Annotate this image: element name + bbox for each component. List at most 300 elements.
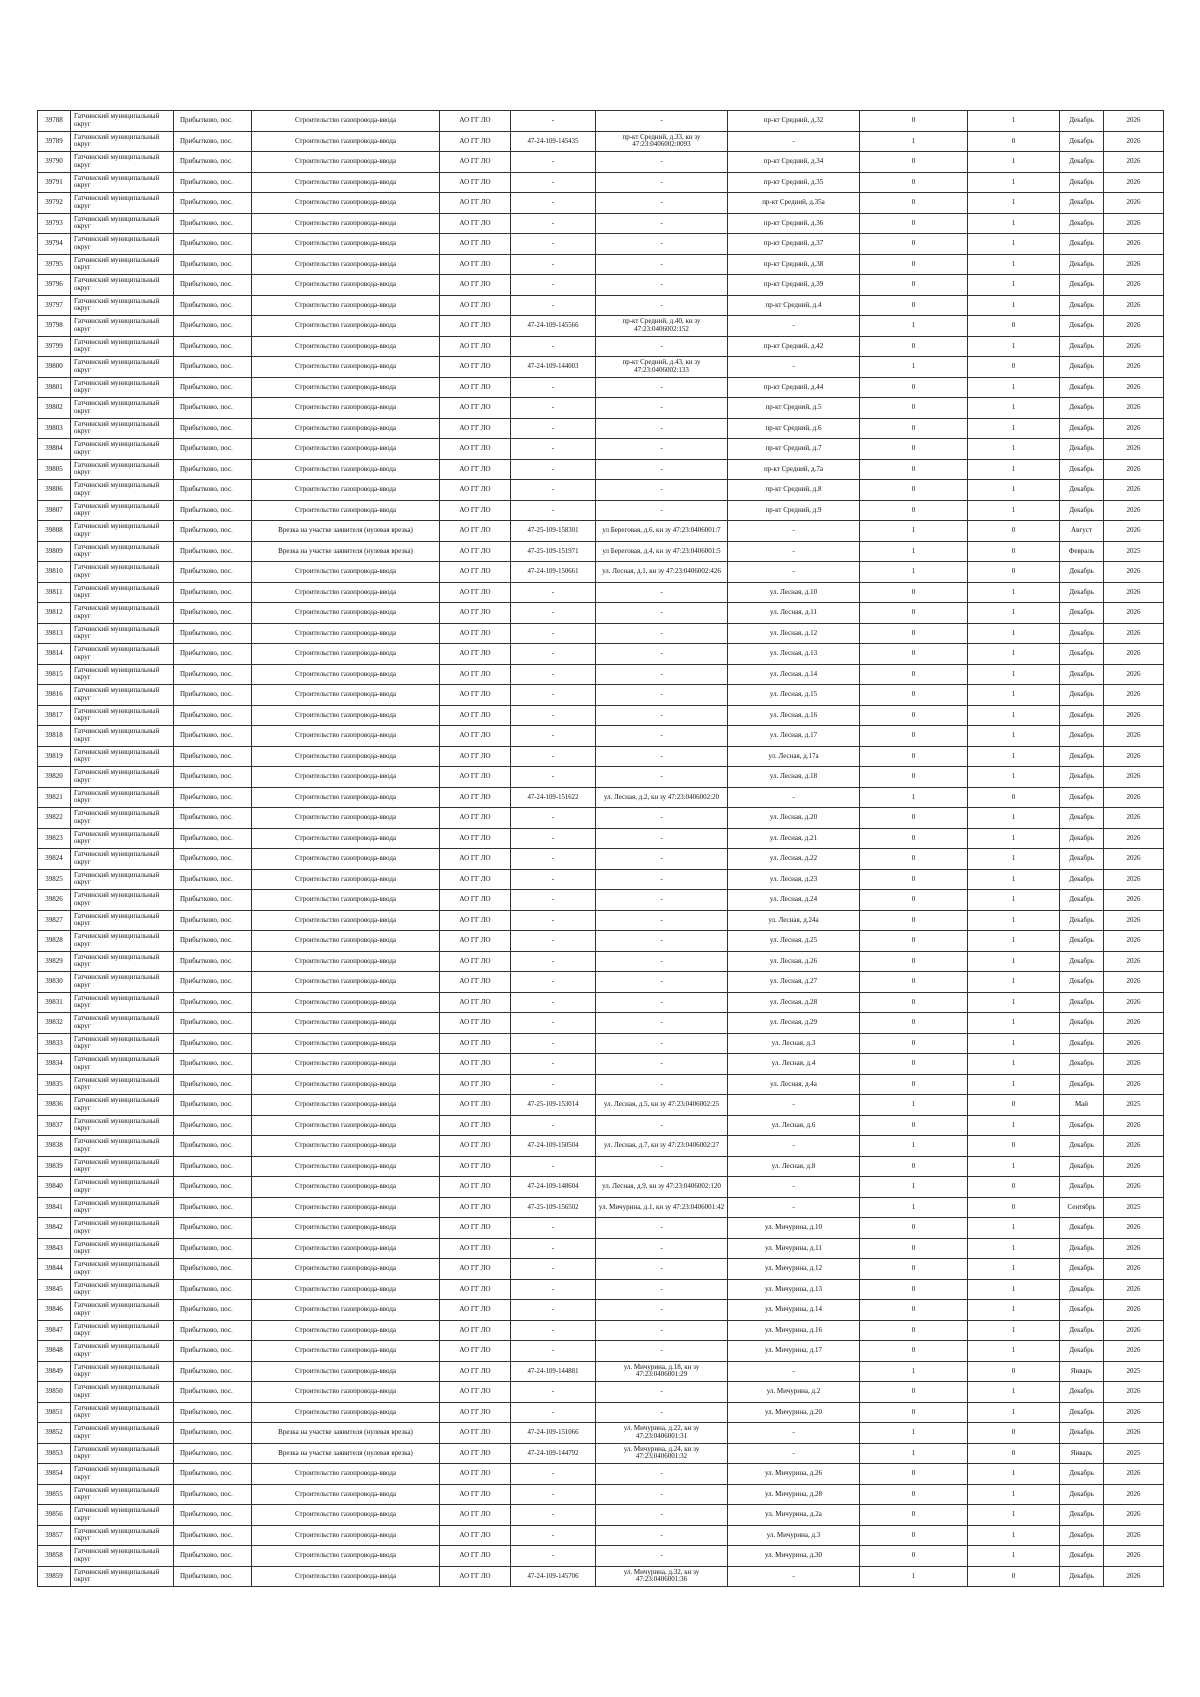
month-cell: Декабрь <box>1060 787 1104 808</box>
organization-cell: АО ГГ ЛО <box>440 1013 511 1034</box>
cadastral-address-cell: - <box>596 439 728 460</box>
cadastral-address-cell: - <box>596 1525 728 1546</box>
table-row <box>38 418 1164 439</box>
organization-cell: АО ГГ ЛО <box>440 500 511 521</box>
cadastral-address-cell: ул. Лесная, д.1, кн зу 47:23:0406002:426 <box>596 562 728 583</box>
row-number-cell: 39806 <box>38 480 71 501</box>
count-two-cell: 1 <box>968 1013 1060 1034</box>
month-cell: Декабрь <box>1060 1320 1104 1341</box>
year-cell: 2026 <box>1104 398 1164 419</box>
locality-cell: Прибытково, пос. <box>174 1197 252 1218</box>
row-number-cell: 39797 <box>38 295 71 316</box>
object-address-cell: ул. Мичурина, д.3 <box>728 1525 860 1546</box>
registration-number-cell: - <box>511 1300 596 1321</box>
table-row <box>38 1361 1164 1382</box>
locality-cell: Прибытково, пос. <box>174 111 252 132</box>
year-cell: 2025 <box>1104 541 1164 562</box>
locality-cell: Прибытково, пос. <box>174 500 252 521</box>
organization-cell: АО ГГ ЛО <box>440 1197 511 1218</box>
year-cell: 2026 <box>1104 828 1164 849</box>
cadastral-address-cell: - <box>596 1115 728 1136</box>
count-one-cell: 0 <box>860 377 968 398</box>
organization-cell: АО ГГ ЛО <box>440 152 511 173</box>
district-cell: Гатчинский муниципальный округ <box>71 1156 174 1177</box>
row-number-cell: 39836 <box>38 1095 71 1116</box>
count-two-cell: 1 <box>968 1074 1060 1095</box>
work-type-cell: Строительство газопровода-ввода <box>252 459 440 480</box>
count-one-cell: 0 <box>860 1300 968 1321</box>
locality-cell: Прибытково, пос. <box>174 705 252 726</box>
count-two-cell: 1 <box>968 685 1060 706</box>
row-number-cell: 39841 <box>38 1197 71 1218</box>
table-row <box>38 1484 1164 1505</box>
table-row <box>38 500 1164 521</box>
row-number-cell: 39837 <box>38 1115 71 1136</box>
district-cell: Гатчинский муниципальный округ <box>71 869 174 890</box>
work-type-cell: Строительство газопровода-ввода <box>252 295 440 316</box>
object-address-cell: пр-кт Средний, д.36 <box>728 213 860 234</box>
month-cell: Декабрь <box>1060 1136 1104 1157</box>
month-cell: Декабрь <box>1060 418 1104 439</box>
cadastral-address-cell: пр-кт Средний, д.43, кн зу 47:23:0406002:133 <box>596 357 728 378</box>
organization-cell: АО ГГ ЛО <box>440 849 511 870</box>
district-cell: Гатчинский муниципальный округ <box>71 1341 174 1362</box>
locality-cell: Прибытково, пос. <box>174 726 252 747</box>
registration-number-cell: - <box>511 910 596 931</box>
month-cell: Декабрь <box>1060 357 1104 378</box>
organization-cell: АО ГГ ЛО <box>440 1423 511 1444</box>
row-number-cell: 39799 <box>38 336 71 357</box>
count-two-cell: 1 <box>968 644 1060 665</box>
work-type-cell: Строительство газопровода-ввода <box>252 1505 440 1526</box>
locality-cell: Прибытково, пос. <box>174 1238 252 1259</box>
district-cell: Гатчинский муниципальный округ <box>71 1382 174 1403</box>
month-cell: Декабрь <box>1060 1423 1104 1444</box>
organization-cell: АО ГГ ЛО <box>440 213 511 234</box>
district-cell: Гатчинский муниципальный округ <box>71 152 174 173</box>
work-type-cell: Строительство газопровода-ввода <box>252 357 440 378</box>
count-one-cell: 0 <box>860 398 968 419</box>
month-cell: Декабрь <box>1060 1505 1104 1526</box>
object-address-cell: ул. Лесная, д.4 <box>728 1054 860 1075</box>
organization-cell: АО ГГ ЛО <box>440 439 511 460</box>
work-type-cell: Врезка на участке заявителя (нулевая врезка) <box>252 1423 440 1444</box>
district-cell: Гатчинский муниципальный округ <box>71 787 174 808</box>
row-number-cell: 39834 <box>38 1054 71 1075</box>
month-cell: Декабрь <box>1060 1218 1104 1239</box>
locality-cell: Прибытково, пос. <box>174 746 252 767</box>
year-cell: 2026 <box>1104 685 1164 706</box>
month-cell: Декабрь <box>1060 705 1104 726</box>
count-two-cell: 1 <box>968 828 1060 849</box>
table-row <box>38 1095 1164 1116</box>
registration-number-cell: - <box>511 685 596 706</box>
registration-number-cell: - <box>511 603 596 624</box>
count-one-cell: 0 <box>860 193 968 214</box>
row-number-cell: 39846 <box>38 1300 71 1321</box>
count-one-cell: 0 <box>860 767 968 788</box>
count-one-cell: 0 <box>860 1054 968 1075</box>
registration-number-cell: - <box>511 439 596 460</box>
object-address-cell: ул. Мичурина, д.26 <box>728 1464 860 1485</box>
registration-number-cell: - <box>511 1402 596 1423</box>
district-cell: Гатчинский муниципальный округ <box>71 193 174 214</box>
work-type-cell: Строительство газопровода-ввода <box>252 1115 440 1136</box>
count-one-cell: 0 <box>860 500 968 521</box>
cadastral-address-cell: - <box>596 336 728 357</box>
count-two-cell: 1 <box>968 1156 1060 1177</box>
organization-cell: АО ГГ ЛО <box>440 869 511 890</box>
cadastral-address-cell: - <box>596 1218 728 1239</box>
registration-number-cell: 47-24-109-145435 <box>511 131 596 152</box>
cadastral-address-cell: - <box>596 869 728 890</box>
organization-cell: АО ГГ ЛО <box>440 295 511 316</box>
month-cell: Декабрь <box>1060 1054 1104 1075</box>
cadastral-address-cell: - <box>596 1156 728 1177</box>
month-cell: Декабрь <box>1060 890 1104 911</box>
count-two-cell: 1 <box>968 1464 1060 1485</box>
object-address-cell: - <box>728 1197 860 1218</box>
organization-cell: АО ГГ ЛО <box>440 316 511 337</box>
month-cell: Декабрь <box>1060 480 1104 501</box>
locality-cell: Прибытково, пос. <box>174 459 252 480</box>
object-address-cell: ул. Мичурина, д.17 <box>728 1341 860 1362</box>
cadastral-address-cell: - <box>596 459 728 480</box>
locality-cell: Прибытково, пос. <box>174 1279 252 1300</box>
row-number-cell: 39789 <box>38 131 71 152</box>
district-cell: Гатчинский муниципальный округ <box>71 1136 174 1157</box>
district-cell: Гатчинский муниципальный округ <box>71 234 174 255</box>
month-cell: Декабрь <box>1060 951 1104 972</box>
table-row <box>38 972 1164 993</box>
organization-cell: АО ГГ ЛО <box>440 644 511 665</box>
district-cell: Гатчинский муниципальный округ <box>71 398 174 419</box>
organization-cell: АО ГГ ЛО <box>440 603 511 624</box>
registration-number-cell: - <box>511 1484 596 1505</box>
district-cell: Гатчинский муниципальный округ <box>71 500 174 521</box>
object-address-cell: ул. Лесная, д.3 <box>728 1033 860 1054</box>
object-address-cell: пр-кт Средний, д.35 <box>728 172 860 193</box>
district-cell: Гатчинский муниципальный округ <box>71 931 174 952</box>
work-type-cell: Строительство газопровода-ввода <box>252 849 440 870</box>
year-cell: 2026 <box>1104 500 1164 521</box>
table-row <box>38 377 1164 398</box>
locality-cell: Прибытково, пос. <box>174 254 252 275</box>
month-cell: Декабрь <box>1060 459 1104 480</box>
district-cell: Гатчинский муниципальный округ <box>71 1443 174 1464</box>
count-one-cell: 1 <box>860 1361 968 1382</box>
row-number-cell: 39788 <box>38 111 71 132</box>
row-number-cell: 39851 <box>38 1402 71 1423</box>
cadastral-address-cell: - <box>596 910 728 931</box>
cadastral-address-cell: ул. Лесная, д.7, кн зу 47:23:0406002:27 <box>596 1136 728 1157</box>
count-two-cell: 1 <box>968 890 1060 911</box>
work-type-cell: Строительство газопровода-ввода <box>252 1054 440 1075</box>
registration-number-cell: - <box>511 1156 596 1177</box>
registration-number-cell: - <box>511 951 596 972</box>
count-one-cell: 0 <box>860 172 968 193</box>
count-one-cell: 0 <box>860 603 968 624</box>
table-row <box>38 562 1164 583</box>
month-cell: Декабрь <box>1060 1464 1104 1485</box>
row-number-cell: 39854 <box>38 1464 71 1485</box>
year-cell: 2026 <box>1104 1341 1164 1362</box>
cadastral-address-cell: - <box>596 951 728 972</box>
organization-cell: АО ГГ ЛО <box>440 787 511 808</box>
count-two-cell: 0 <box>968 562 1060 583</box>
count-two-cell: 1 <box>968 1238 1060 1259</box>
district-cell: Гатчинский муниципальный округ <box>71 890 174 911</box>
organization-cell: АО ГГ ЛО <box>440 1177 511 1198</box>
registration-number-cell: - <box>511 213 596 234</box>
month-cell: Декабрь <box>1060 746 1104 767</box>
table-row <box>38 623 1164 644</box>
organization-cell: АО ГГ ЛО <box>440 521 511 542</box>
object-address-cell: - <box>728 787 860 808</box>
year-cell: 2026 <box>1104 890 1164 911</box>
registration-number-cell: 47-24-109-145566 <box>511 316 596 337</box>
organization-cell: АО ГГ ЛО <box>440 1054 511 1075</box>
work-type-cell: Строительство газопровода-ввода <box>252 705 440 726</box>
count-two-cell: 1 <box>968 398 1060 419</box>
cadastral-address-cell: - <box>596 418 728 439</box>
registration-number-cell: 47-24-109-144003 <box>511 357 596 378</box>
row-number-cell: 39811 <box>38 582 71 603</box>
work-type-cell: Строительство газопровода-ввода <box>252 644 440 665</box>
count-two-cell: 0 <box>968 541 1060 562</box>
organization-cell: АО ГГ ЛО <box>440 951 511 972</box>
cadastral-address-cell: - <box>596 480 728 501</box>
cadastral-address-cell: - <box>596 295 728 316</box>
object-address-cell: ул. Лесная, д.11 <box>728 603 860 624</box>
table-row <box>38 1443 1164 1464</box>
work-type-cell: Строительство газопровода-ввода <box>252 172 440 193</box>
table-row <box>38 664 1164 685</box>
locality-cell: Прибытково, пос. <box>174 685 252 706</box>
cadastral-address-cell: пр-кт Средний, д.40, кн зу 47:23:0406002:152 <box>596 316 728 337</box>
district-cell: Гатчинский муниципальный округ <box>71 459 174 480</box>
district-cell: Гатчинский муниципальный округ <box>71 377 174 398</box>
work-type-cell: Строительство газопровода-ввода <box>252 193 440 214</box>
object-address-cell: ул. Лесная, д.28 <box>728 992 860 1013</box>
registration-number-cell: - <box>511 1320 596 1341</box>
district-cell: Гатчинский муниципальный округ <box>71 828 174 849</box>
district-cell: Гатчинский муниципальный округ <box>71 357 174 378</box>
organization-cell: АО ГГ ЛО <box>440 111 511 132</box>
registration-number-cell: - <box>511 849 596 870</box>
row-number-cell: 39823 <box>38 828 71 849</box>
year-cell: 2026 <box>1104 377 1164 398</box>
count-two-cell: 1 <box>968 1341 1060 1362</box>
organization-cell: АО ГГ ЛО <box>440 828 511 849</box>
locality-cell: Прибытково, пос. <box>174 582 252 603</box>
object-address-cell: - <box>728 1443 860 1464</box>
table-row <box>38 705 1164 726</box>
count-one-cell: 1 <box>860 357 968 378</box>
count-one-cell: 1 <box>860 787 968 808</box>
year-cell: 2026 <box>1104 972 1164 993</box>
organization-cell: АО ГГ ЛО <box>440 767 511 788</box>
cadastral-address-cell: - <box>596 726 728 747</box>
count-one-cell: 0 <box>860 931 968 952</box>
district-cell: Гатчинский муниципальный округ <box>71 705 174 726</box>
year-cell: 2026 <box>1104 1259 1164 1280</box>
table-row <box>38 1136 1164 1157</box>
count-one-cell: 1 <box>860 562 968 583</box>
object-address-cell: ул. Мичурина, д.20 <box>728 1402 860 1423</box>
month-cell: Декабрь <box>1060 931 1104 952</box>
row-number-cell: 39859 <box>38 1566 71 1587</box>
table-row <box>38 295 1164 316</box>
table-row <box>38 1320 1164 1341</box>
registration-number-cell: - <box>511 1033 596 1054</box>
year-cell: 2026 <box>1104 275 1164 296</box>
work-type-cell: Строительство газопровода-ввода <box>252 910 440 931</box>
count-two-cell: 1 <box>968 254 1060 275</box>
count-one-cell: 1 <box>860 1443 968 1464</box>
table-row <box>38 1033 1164 1054</box>
work-type-cell: Строительство газопровода-ввода <box>252 500 440 521</box>
month-cell: Декабрь <box>1060 316 1104 337</box>
row-number-cell: 39800 <box>38 357 71 378</box>
registration-number-cell: 47-24-109-145706 <box>511 1566 596 1587</box>
locality-cell: Прибытково, пос. <box>174 644 252 665</box>
count-one-cell: 0 <box>860 726 968 747</box>
year-cell: 2026 <box>1104 357 1164 378</box>
row-number-cell: 39843 <box>38 1238 71 1259</box>
locality-cell: Прибытково, пос. <box>174 1443 252 1464</box>
row-number-cell: 39842 <box>38 1218 71 1239</box>
table-row <box>38 746 1164 767</box>
locality-cell: Прибытково, пос. <box>174 275 252 296</box>
organization-cell: АО ГГ ЛО <box>440 1361 511 1382</box>
count-one-cell: 0 <box>860 213 968 234</box>
count-one-cell: 0 <box>860 1402 968 1423</box>
object-address-cell: ул. Лесная, д.6 <box>728 1115 860 1136</box>
month-cell: Декабрь <box>1060 439 1104 460</box>
object-address-cell: пр-кт Средний, д.39 <box>728 275 860 296</box>
row-number-cell: 39810 <box>38 562 71 583</box>
table-row <box>38 890 1164 911</box>
organization-cell: АО ГГ ЛО <box>440 172 511 193</box>
cadastral-address-cell: - <box>596 890 728 911</box>
locality-cell: Прибытково, пос. <box>174 1033 252 1054</box>
district-cell: Гатчинский муниципальный округ <box>71 1033 174 1054</box>
count-two-cell: 1 <box>968 1279 1060 1300</box>
locality-cell: Прибытково, пос. <box>174 1361 252 1382</box>
count-one-cell: 0 <box>860 849 968 870</box>
registration-number-cell: - <box>511 705 596 726</box>
work-type-cell: Строительство газопровода-ввода <box>252 787 440 808</box>
organization-cell: АО ГГ ЛО <box>440 1402 511 1423</box>
table-row <box>38 541 1164 562</box>
registration-number-cell: 47-25-109-153014 <box>511 1095 596 1116</box>
object-address-cell: - <box>728 541 860 562</box>
registration-number-cell: 47-24-109-150661 <box>511 562 596 583</box>
table-row <box>38 1300 1164 1321</box>
locality-cell: Прибытково, пос. <box>174 336 252 357</box>
year-cell: 2026 <box>1104 1423 1164 1444</box>
registration-number-cell: - <box>511 664 596 685</box>
work-type-cell: Строительство газопровода-ввода <box>252 1074 440 1095</box>
table-row <box>38 808 1164 829</box>
count-two-cell: 1 <box>968 111 1060 132</box>
cadastral-address-cell: - <box>596 705 728 726</box>
object-address-cell: пр-кт Средний, д.34 <box>728 152 860 173</box>
registration-number-cell: - <box>511 459 596 480</box>
work-type-cell: Строительство газопровода-ввода <box>252 1300 440 1321</box>
work-type-cell: Строительство газопровода-ввода <box>252 316 440 337</box>
year-cell: 2026 <box>1104 910 1164 931</box>
count-two-cell: 0 <box>968 131 1060 152</box>
month-cell: Декабрь <box>1060 1115 1104 1136</box>
month-cell: Декабрь <box>1060 1177 1104 1198</box>
year-cell: 2026 <box>1104 664 1164 685</box>
district-cell: Гатчинский муниципальный округ <box>71 1259 174 1280</box>
registration-number-cell: 47-24-109-150504 <box>511 1136 596 1157</box>
locality-cell: Прибытково, пос. <box>174 1218 252 1239</box>
month-cell: Декабрь <box>1060 1238 1104 1259</box>
locality-cell: Прибытково, пос. <box>174 213 252 234</box>
year-cell: 2026 <box>1104 459 1164 480</box>
object-address-cell: ул. Лесная, д.24 <box>728 890 860 911</box>
row-number-cell: 39825 <box>38 869 71 890</box>
row-number-cell: 39824 <box>38 849 71 870</box>
district-cell: Гатчинский муниципальный округ <box>71 254 174 275</box>
row-number-cell: 39801 <box>38 377 71 398</box>
district-cell: Гатчинский муниципальный округ <box>71 1546 174 1567</box>
month-cell: Декабрь <box>1060 1033 1104 1054</box>
registration-number-cell: - <box>511 1505 596 1526</box>
locality-cell: Прибытково, пос. <box>174 1177 252 1198</box>
table-row <box>38 1074 1164 1095</box>
registration-number-cell: - <box>511 1382 596 1403</box>
organization-cell: АО ГГ ЛО <box>440 131 511 152</box>
year-cell: 2025 <box>1104 1197 1164 1218</box>
registration-number-cell: 47-24-109-148604 <box>511 1177 596 1198</box>
month-cell: Декабрь <box>1060 172 1104 193</box>
district-cell: Гатчинский муниципальный округ <box>71 1525 174 1546</box>
table-row <box>38 193 1164 214</box>
work-type-cell: Строительство газопровода-ввода <box>252 1546 440 1567</box>
count-two-cell: 1 <box>968 951 1060 972</box>
count-one-cell: 0 <box>860 295 968 316</box>
count-one-cell: 0 <box>860 1238 968 1259</box>
count-one-cell: 0 <box>860 1156 968 1177</box>
locality-cell: Прибытково, пос. <box>174 910 252 931</box>
count-two-cell: 1 <box>968 480 1060 501</box>
object-address-cell: ул. Лесная, д.26 <box>728 951 860 972</box>
work-type-cell: Строительство газопровода-ввода <box>252 562 440 583</box>
year-cell: 2026 <box>1104 603 1164 624</box>
count-one-cell: 0 <box>860 705 968 726</box>
organization-cell: АО ГГ ЛО <box>440 377 511 398</box>
work-type-cell: Строительство газопровода-ввода <box>252 1013 440 1034</box>
work-type-cell: Строительство газопровода-ввода <box>252 992 440 1013</box>
cadastral-address-cell: - <box>596 275 728 296</box>
organization-cell: АО ГГ ЛО <box>440 1033 511 1054</box>
work-type-cell: Строительство газопровода-ввода <box>252 213 440 234</box>
locality-cell: Прибытково, пос. <box>174 172 252 193</box>
count-one-cell: 0 <box>860 623 968 644</box>
month-cell: Декабрь <box>1060 644 1104 665</box>
table-row <box>38 1525 1164 1546</box>
year-cell: 2026 <box>1104 1177 1164 1198</box>
month-cell: Декабрь <box>1060 910 1104 931</box>
work-type-cell: Строительство газопровода-ввода <box>252 1259 440 1280</box>
district-cell: Гатчинский муниципальный округ <box>71 316 174 337</box>
count-one-cell: 0 <box>860 1013 968 1034</box>
